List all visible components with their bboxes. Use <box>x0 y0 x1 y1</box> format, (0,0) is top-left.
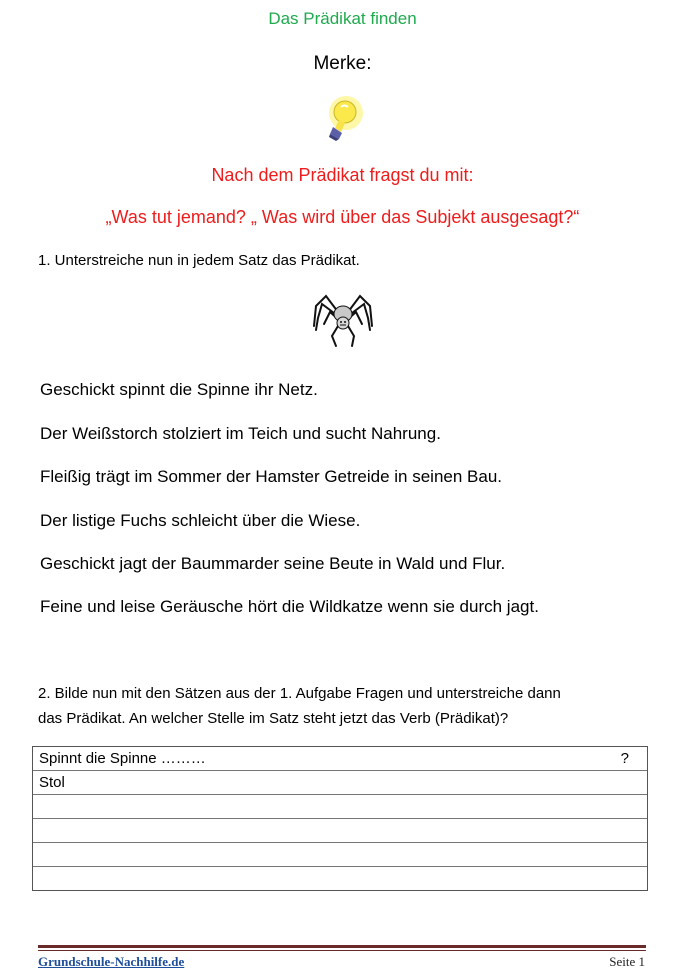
hint-line-1: Nach dem Prädikat fragst du mit: <box>211 165 474 185</box>
footer-rule-thick <box>38 945 646 948</box>
sentence-3: Fleißig trägt im Sommer der Hamster Getreide in seinen Bau. <box>40 467 503 486</box>
task2-instruction <box>38 681 658 731</box>
sentence-6: Feine und leise Geräusche hört die Wildkatze wenn sie durch jagt. <box>40 597 539 616</box>
sentence-5: Geschickt jagt der Baummarder seine Beute in Wald und Flur. <box>40 554 506 573</box>
answer-row-4[interactable] <box>33 818 647 842</box>
footer-website-link[interactable]: Grundschule-Nachhilfe.de <box>38 954 185 969</box>
answer-table <box>32 746 648 891</box>
answer-row-3[interactable] <box>33 794 647 818</box>
answer-row-6[interactable] <box>33 866 647 890</box>
page-title: Das Prädikat finden <box>268 9 417 28</box>
answer-row-text: Spinnt die Spinne ……… <box>39 750 206 767</box>
answer-row-question-mark: ? <box>620 750 629 767</box>
footer-rule-thin <box>38 950 646 951</box>
hint-line-2: „Was tut jemand? „ Was wird über das Subjekt ausgesagt?“ <box>105 207 580 227</box>
task2-instruction-line-1: 2. Bilde nun mit den Sätzen aus der 1. Aufgabe Fragen und unterstreiche dann <box>38 685 561 702</box>
merke-heading: Merke: <box>313 53 372 74</box>
sentence-1: Geschickt spinnt die Spinne ihr Netz. <box>40 380 318 399</box>
footer-page-number: Seite 1 <box>609 954 645 969</box>
answer-row-5[interactable] <box>33 842 647 866</box>
task1-instruction: 1. Unterstreiche nun in jedem Satz das Prädikat. <box>38 252 360 269</box>
task2-instruction-line-2: das Prädikat. An welcher Stelle im Satz steht jetzt das Verb (Prädikat)? <box>38 710 509 727</box>
sentence-4: Der listige Fuchs schleicht über die Wiese. <box>40 511 361 530</box>
spider-icon <box>312 290 374 348</box>
sentence-2: Der Weißstorch stolziert im Teich und sucht Nahrung. <box>40 424 441 443</box>
lightbulb-icon <box>322 95 364 141</box>
answer-row-text: Stol <box>39 774 65 791</box>
answer-row-2[interactable] <box>33 770 647 794</box>
answer-row-1[interactable] <box>33 747 647 770</box>
